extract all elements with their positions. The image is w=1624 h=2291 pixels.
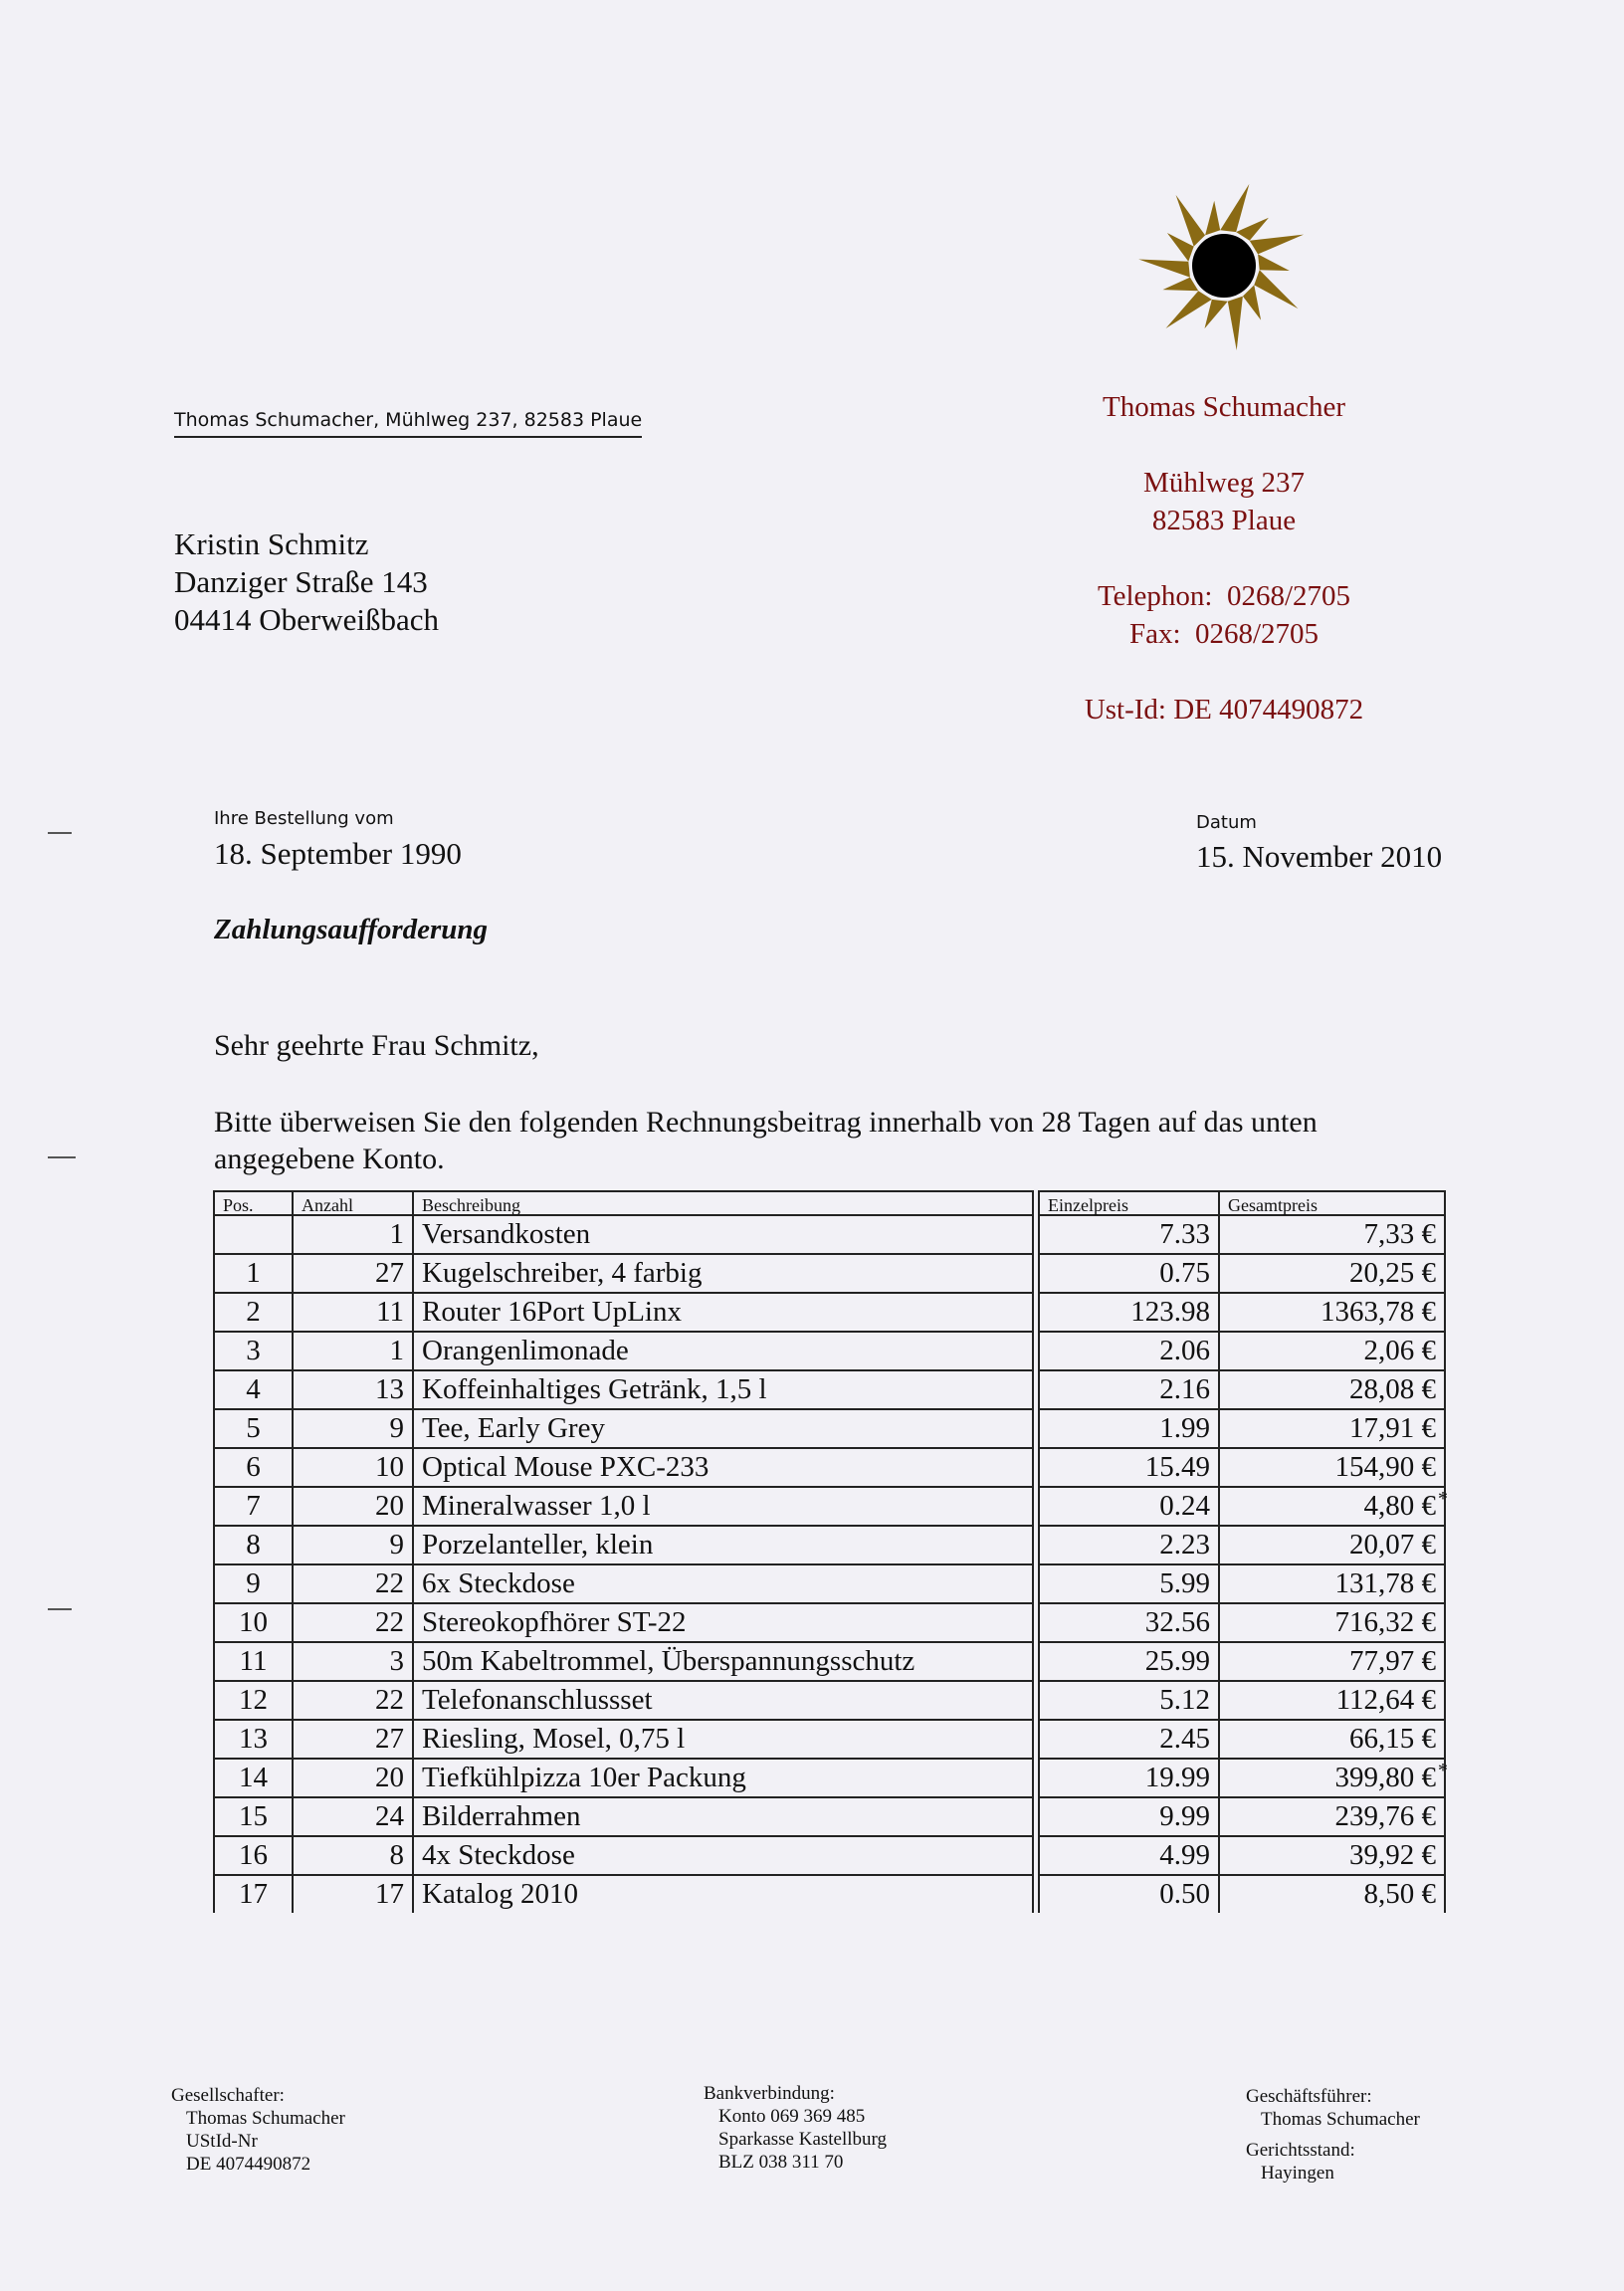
cell-total-price (1219, 1564, 1445, 1603)
cell-total-price-text: 77,97 € (1349, 1645, 1436, 1677)
order-date-label: Ihre Bestellung vom (214, 808, 394, 829)
cell-desc (413, 1875, 1033, 1913)
sun-ray (1243, 285, 1261, 319)
cell-desc (413, 1254, 1033, 1293)
cell-desc-text: Telefonanschlussset (422, 1684, 653, 1716)
cell-desc (413, 1448, 1033, 1487)
cell-pos (214, 1603, 293, 1642)
cell-unit-price (1039, 1759, 1219, 1797)
cell-unit-price (1039, 1836, 1219, 1875)
cell-total-price (1219, 1409, 1445, 1448)
cell-unit-price (1039, 1293, 1219, 1332)
cell-pos (214, 1681, 293, 1720)
cell-total-price (1219, 1759, 1448, 1797)
header-desc: Beschreibung (413, 1191, 1033, 1215)
cell-total-price (1219, 1487, 1448, 1526)
cell-pos-text: 2 (246, 1296, 261, 1328)
cell-pos (214, 1797, 293, 1836)
footnote-star: * (1438, 1760, 1448, 1781)
management-label: Geschäftsführer: (1246, 2086, 1372, 2107)
header-pos: Pos. (214, 1191, 293, 1215)
cell-qty (293, 1332, 413, 1370)
cell-desc (413, 1293, 1033, 1332)
cell-total-price (1219, 1526, 1445, 1564)
company-fax: Fax: 0268/2705 (1128, 618, 1320, 650)
recipient-name: Kristin Schmitz (174, 526, 369, 561)
sun-ray (1205, 201, 1220, 236)
cell-total-price-text: 28,08 € (1349, 1373, 1436, 1405)
cell-desc-text: Orangenlimonade (422, 1335, 629, 1366)
cell-pos (214, 1370, 293, 1409)
cell-unit-price-text: 0.24 (1159, 1490, 1210, 1522)
order-date: 18. September 1990 (214, 836, 462, 871)
cell-unit-price (1039, 1720, 1219, 1759)
cell-pos (214, 1448, 293, 1487)
cell-total-price-text: 112,64 € (1335, 1684, 1436, 1716)
cell-total-price-text: 7,33 € (1363, 1218, 1436, 1250)
cell-total-price (1219, 1642, 1445, 1681)
table-row (214, 1487, 1445, 1526)
bank-account: Konto 069 369 485 (718, 2106, 866, 2127)
cell-qty (293, 1603, 413, 1642)
cell-desc-text: Porzelanteller, klein (422, 1529, 654, 1561)
cell-qty (293, 1409, 413, 1448)
cell-desc-text: Tiefkühlpizza 10er Packung (422, 1762, 746, 1793)
cell-pos (214, 1642, 293, 1681)
cell-unit-price (1039, 1797, 1219, 1836)
header-unit-price: Einzelpreis (1039, 1191, 1219, 1215)
sun-ray (1220, 184, 1249, 232)
cell-pos-text: 14 (239, 1762, 268, 1793)
cell-unit-price (1039, 1448, 1219, 1487)
cell-total-price-text: 716,32 € (1334, 1606, 1436, 1638)
bank-label: Bankverbindung: (704, 2083, 835, 2104)
cell-unit-price-text: 1.99 (1159, 1412, 1210, 1444)
table-row (214, 1215, 1445, 1254)
cell-qty (293, 1564, 413, 1603)
cell-total-price-text: 66,15 € (1349, 1723, 1436, 1755)
cell-qty (293, 1797, 413, 1836)
cell-qty-text: 9 (389, 1529, 404, 1561)
cell-desc (413, 1681, 1033, 1720)
cell-qty (293, 1875, 413, 1913)
cell-qty-text: 24 (375, 1800, 404, 1832)
company-street: Mühlweg 237 (1143, 467, 1305, 499)
table-row (214, 1603, 1445, 1642)
cell-unit-price (1039, 1254, 1219, 1293)
cell-desc-text: Bilderrahmen (422, 1800, 581, 1832)
cell-desc (413, 1332, 1033, 1370)
cell-pos-text: 5 (246, 1412, 261, 1444)
table-row (214, 1720, 1445, 1759)
cell-desc-text: 6x Steckdose (422, 1567, 575, 1599)
cell-desc (413, 1370, 1033, 1409)
cell-desc-text: Router 16Port UpLinx (422, 1296, 682, 1328)
table-body (214, 1215, 1448, 1913)
cell-unit-price-text: 0.50 (1159, 1878, 1210, 1910)
footnote-star: * (1438, 1488, 1448, 1510)
cell-qty (293, 1487, 413, 1526)
sun-ray (1250, 235, 1304, 255)
cell-unit-price-text: 25.99 (1144, 1645, 1210, 1677)
sun-logo-icon (1124, 184, 1323, 358)
cell-total-price (1219, 1254, 1445, 1293)
sender-return-address: Thomas Schumacher, Mühlweg 237, 82583 Plaue (174, 409, 642, 438)
cell-total-price (1219, 1448, 1445, 1487)
cell-pos-text: 8 (246, 1529, 261, 1561)
cell-qty (293, 1642, 413, 1681)
cell-pos (214, 1254, 293, 1293)
recipient-city: 04414 Oberweißbach (174, 602, 439, 637)
bank-blz: BLZ 038 311 70 (718, 2152, 844, 2173)
cell-desc-text: Koffeinhaltiges Getränk, 1,5 l (422, 1373, 767, 1405)
cell-pos (214, 1487, 293, 1526)
cell-unit-price-text: 7.33 (1159, 1218, 1210, 1250)
cell-desc (413, 1526, 1033, 1564)
cell-pos-text: 10 (239, 1606, 268, 1638)
cell-total-price-text: 8,50 € (1363, 1878, 1436, 1910)
cell-unit-price (1039, 1370, 1219, 1409)
cell-desc-text: Riesling, Mosel, 0,75 l (422, 1723, 686, 1755)
cell-pos-text: 3 (246, 1335, 261, 1366)
cell-unit-price (1039, 1526, 1219, 1564)
cell-unit-price-text: 9.99 (1159, 1800, 1210, 1832)
letter-subject: Zahlungsaufforderung (214, 914, 489, 945)
cell-unit-price (1039, 1409, 1219, 1448)
partners-name: Thomas Schumacher (186, 2108, 345, 2129)
cell-total-price (1219, 1797, 1445, 1836)
cell-pos-text: 16 (239, 1839, 268, 1871)
table-row (214, 1875, 1445, 1913)
cell-qty-text: 10 (375, 1451, 404, 1483)
cell-pos (214, 1564, 293, 1603)
cell-desc-text: Optical Mouse PXC-233 (422, 1451, 710, 1483)
table-row (214, 1526, 1445, 1564)
recipient-street: Danziger Straße 143 (174, 564, 428, 599)
cell-desc (413, 1836, 1033, 1875)
partners-ustid: DE 4074490872 (186, 2154, 311, 2175)
sun-ray (1258, 254, 1290, 271)
cell-qty-text: 27 (375, 1723, 404, 1755)
cell-desc (413, 1409, 1033, 1448)
sun-ray (1167, 233, 1194, 262)
cell-pos-text: 12 (239, 1684, 268, 1716)
cell-pos-text: 15 (239, 1800, 268, 1832)
cell-qty (293, 1254, 413, 1293)
body-text: Bitte überweisen Sie den folgenden Rechnungsbeitrag innerhalb von 28 Tagen auf das unten angegebene Konto. (214, 1106, 1318, 1175)
cell-qty (293, 1681, 413, 1720)
cell-qty-text: 9 (389, 1412, 404, 1444)
cell-total-price (1219, 1293, 1445, 1332)
table-row (214, 1293, 1445, 1332)
partners-label: Gesellschafter: (171, 2085, 285, 2106)
cell-pos (214, 1875, 293, 1913)
letter-date: 15. November 2010 (1196, 839, 1443, 874)
cell-pos (214, 1293, 293, 1332)
cell-unit-price-text: 2.16 (1159, 1373, 1210, 1405)
table-row (214, 1332, 1445, 1370)
table-row (214, 1564, 1445, 1603)
cell-pos-text: 7 (246, 1490, 261, 1522)
cell-qty-text: 8 (389, 1839, 404, 1871)
cell-qty (293, 1720, 413, 1759)
fold-mark-bottom (48, 1608, 72, 1610)
cell-unit-price-text: 5.99 (1159, 1567, 1210, 1599)
cell-total-price (1219, 1875, 1445, 1913)
invoice-items-table (213, 1190, 1446, 1913)
company-phone: Telephon: 0268/2705 (1097, 580, 1351, 612)
cell-qty-text: 20 (375, 1762, 404, 1793)
partners-ustid-label: UStId-Nr (186, 2131, 258, 2152)
court-name: Hayingen (1261, 2163, 1334, 2184)
cell-total-price-text: 2,06 € (1363, 1335, 1436, 1366)
cell-qty (293, 1370, 413, 1409)
cell-pos (214, 1836, 293, 1875)
cell-desc (413, 1603, 1033, 1642)
table-row (214, 1370, 1445, 1409)
table-header-row (214, 1191, 1445, 1215)
cell-qty (293, 1526, 413, 1564)
company-city: 82583 Plaue (1151, 505, 1297, 536)
table-row (214, 1254, 1445, 1293)
sun-ray (1163, 278, 1199, 292)
company-ustid: Ust-Id: DE 4074490872 (1084, 694, 1364, 726)
cell-qty (293, 1293, 413, 1332)
letter-date-label: Datum (1196, 812, 1257, 833)
cell-desc-text: Kugelschreiber, 4 farbig (422, 1257, 703, 1289)
sun-ray (1166, 291, 1212, 328)
table-row (214, 1836, 1445, 1875)
cell-pos-text: 4 (246, 1373, 261, 1405)
cell-pos (214, 1332, 293, 1370)
cell-unit-price (1039, 1332, 1219, 1370)
cell-qty (293, 1215, 413, 1254)
cell-unit-price-text: 4.99 (1159, 1839, 1210, 1871)
cell-total-price-text: 39,92 € (1349, 1839, 1436, 1871)
cell-desc (413, 1215, 1033, 1254)
cell-desc (413, 1759, 1033, 1797)
cell-unit-price-text: 0.75 (1159, 1257, 1210, 1289)
sun-ray (1236, 218, 1269, 241)
cell-unit-price (1039, 1487, 1219, 1526)
cell-unit-price-text: 5.12 (1159, 1684, 1210, 1716)
sun-ray (1176, 195, 1206, 247)
cell-qty-text: 1 (389, 1335, 404, 1366)
cell-desc (413, 1487, 1033, 1526)
cell-pos (214, 1409, 293, 1448)
sun-ray (1205, 300, 1228, 328)
cell-qty-text: 3 (389, 1645, 404, 1677)
cell-unit-price-text: 2.06 (1159, 1335, 1210, 1366)
cell-total-price-text: 17,91 € (1349, 1412, 1436, 1444)
cell-desc (413, 1720, 1033, 1759)
table-row (214, 1448, 1445, 1487)
cell-pos-text: 11 (239, 1645, 268, 1677)
cell-qty-text: 11 (376, 1296, 404, 1328)
cell-total-price-text: 4,80 € (1363, 1490, 1436, 1522)
cell-qty-text: 22 (375, 1567, 404, 1599)
cell-desc-text: Mineralwasser 1,0 l (422, 1490, 651, 1522)
cell-total-price (1219, 1603, 1445, 1642)
cell-unit-price-text: 15.49 (1144, 1451, 1210, 1483)
cell-desc (413, 1642, 1033, 1681)
cell-total-price-text: 20,07 € (1349, 1529, 1436, 1561)
cell-pos (214, 1215, 293, 1254)
cell-qty-text: 20 (375, 1490, 404, 1522)
footer-management (1246, 2085, 1420, 2185)
cell-total-price (1219, 1215, 1445, 1254)
cell-qty (293, 1759, 413, 1797)
cell-unit-price-text: 32.56 (1144, 1606, 1210, 1638)
bank-name: Sparkasse Kastellburg (718, 2129, 888, 2150)
header-total-price: Gesamtpreis (1219, 1191, 1445, 1215)
recipient-address (174, 525, 439, 639)
cell-desc-text: Stereokopfhörer ST-22 (422, 1606, 687, 1638)
cell-pos-text: 1 (246, 1257, 261, 1289)
table-row (214, 1409, 1445, 1448)
cell-qty-text: 27 (375, 1257, 404, 1289)
cell-total-price (1219, 1836, 1445, 1875)
table-row (214, 1642, 1445, 1681)
cell-qty (293, 1448, 413, 1487)
cell-desc-text: Versandkosten (422, 1218, 591, 1250)
cell-desc-text: 4x Steckdose (422, 1839, 575, 1871)
cell-pos (214, 1759, 293, 1797)
sun-ray (1228, 297, 1243, 350)
sun-ray (1254, 270, 1298, 309)
sun-core (1192, 234, 1256, 298)
cell-pos-text: 9 (246, 1567, 261, 1599)
cell-total-price (1219, 1370, 1445, 1409)
cell-desc (413, 1797, 1033, 1836)
cell-qty-text: 22 (375, 1684, 404, 1716)
footer-bank (704, 2082, 887, 2174)
salutation: Sehr geehrte Frau Schmitz, (214, 1029, 539, 1062)
cell-unit-price (1039, 1564, 1219, 1603)
cell-unit-price (1039, 1875, 1219, 1913)
management-name: Thomas Schumacher (1261, 2109, 1420, 2130)
cell-total-price (1219, 1681, 1445, 1720)
cell-qty-text: 13 (375, 1373, 404, 1405)
header-qty: Anzahl (293, 1191, 413, 1215)
table-row (214, 1759, 1445, 1797)
cell-total-price-text: 1363,78 € (1320, 1296, 1436, 1328)
cell-unit-price (1039, 1681, 1219, 1720)
table-row (214, 1797, 1445, 1836)
cell-total-price-text: 399,80 € (1334, 1762, 1436, 1793)
cell-desc-text: 50m Kabeltrommel, Überspannungsschutz (422, 1645, 915, 1677)
sun-ray (1138, 260, 1190, 278)
cell-unit-price-text: 2.23 (1159, 1529, 1210, 1561)
cell-total-price-text: 239,76 € (1334, 1800, 1436, 1832)
cell-unit-price-text: 123.98 (1130, 1296, 1210, 1328)
cell-pos-text: 17 (239, 1878, 268, 1910)
cell-qty-text: 17 (375, 1878, 404, 1910)
cell-unit-price (1039, 1642, 1219, 1681)
cell-pos (214, 1526, 293, 1564)
table-row (214, 1681, 1445, 1720)
punch-mark (48, 1156, 76, 1158)
cell-total-price-text: 131,78 € (1334, 1567, 1436, 1599)
cell-qty (293, 1836, 413, 1875)
cell-unit-price (1039, 1603, 1219, 1642)
court-label: Gerichtsstand: (1246, 2140, 1355, 2161)
cell-desc-text: Katalog 2010 (422, 1878, 579, 1910)
cell-unit-price-text: 19.99 (1144, 1762, 1210, 1793)
cell-desc (413, 1564, 1033, 1603)
cell-total-price (1219, 1720, 1445, 1759)
cell-qty-text: 22 (375, 1606, 404, 1638)
cell-qty-text: 1 (389, 1218, 404, 1250)
cell-unit-price-text: 2.45 (1159, 1723, 1210, 1755)
company-name: Thomas Schumacher (1102, 391, 1345, 423)
cell-total-price-text: 20,25 € (1349, 1257, 1436, 1289)
cell-pos-text: 13 (239, 1723, 268, 1755)
cell-desc-text: Tee, Early Grey (422, 1412, 605, 1444)
cell-pos-text: 6 (246, 1451, 261, 1483)
fold-mark-top (48, 832, 72, 834)
cell-total-price-text: 154,90 € (1334, 1451, 1436, 1483)
cell-pos (214, 1720, 293, 1759)
footer-partners (171, 2084, 345, 2176)
cell-total-price (1219, 1332, 1445, 1370)
cell-unit-price (1039, 1215, 1219, 1254)
